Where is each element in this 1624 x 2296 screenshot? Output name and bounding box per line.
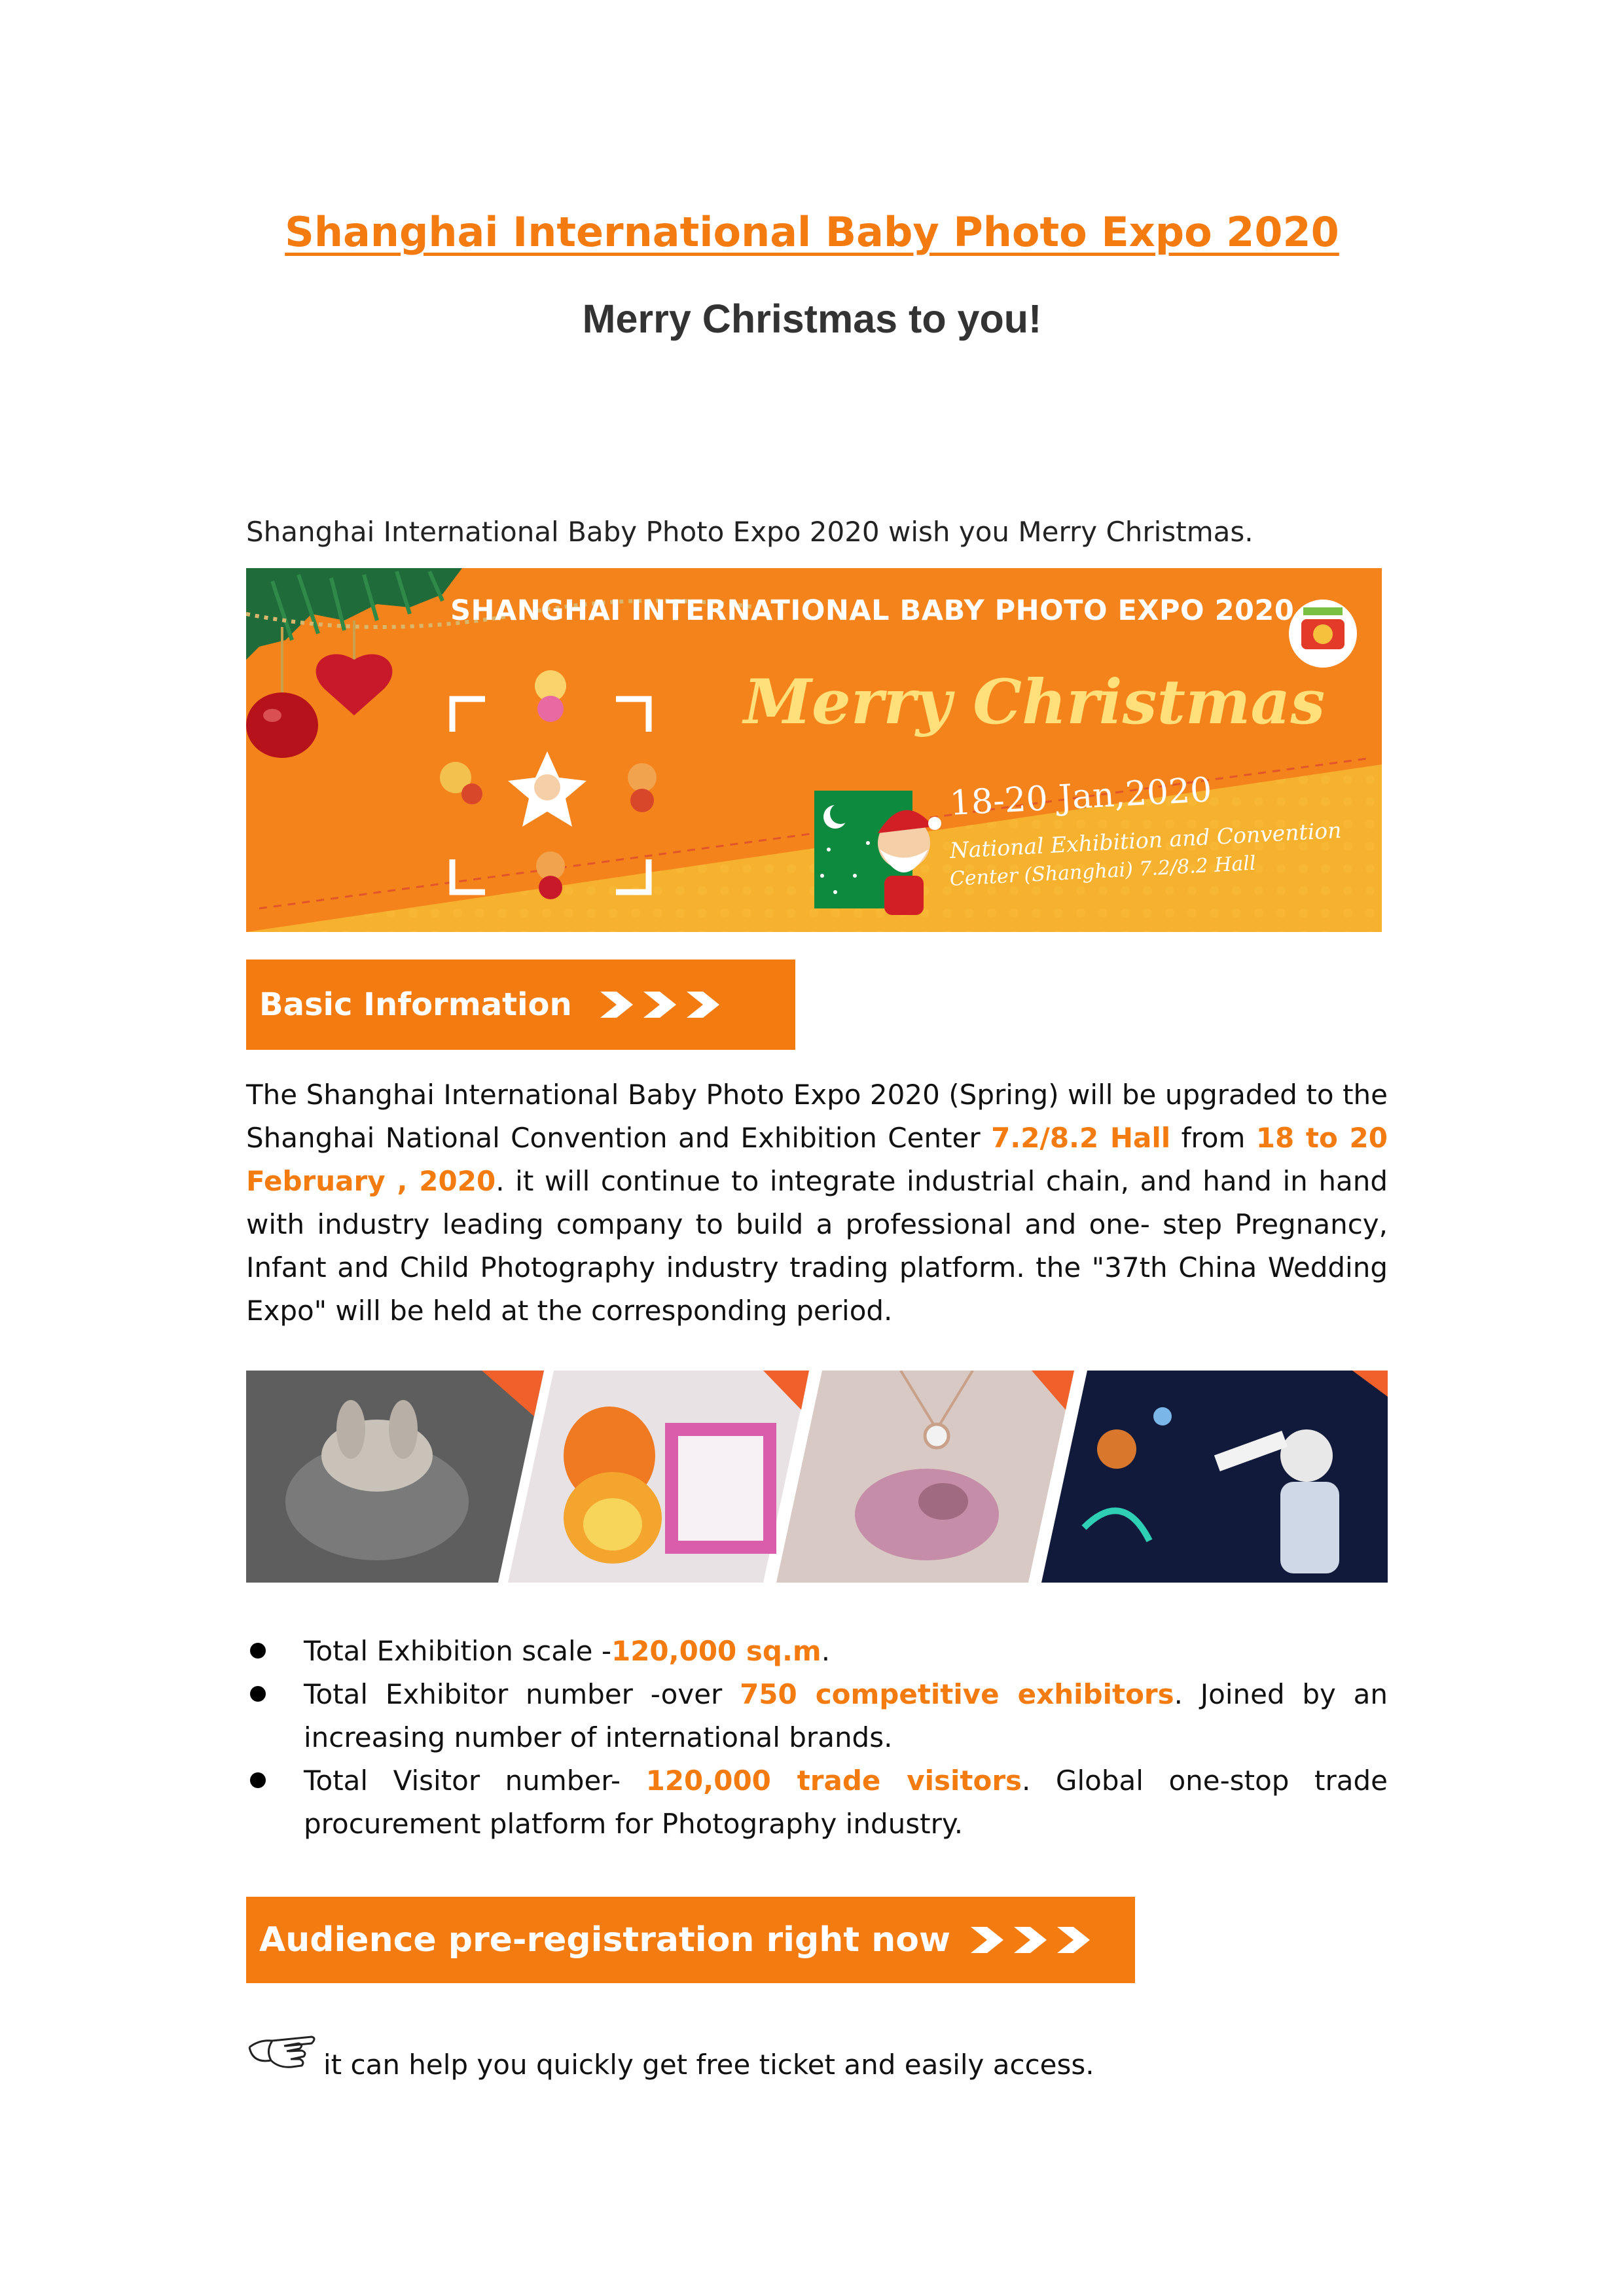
stat-label: Total Visitor number- <box>304 1765 646 1797</box>
basic-information-label: Basic Information <box>259 986 572 1023</box>
basic-information-paragraph <box>246 1073 1388 1333</box>
banner-greeting: Merry Christmas <box>744 666 1326 738</box>
stat-item <box>246 1630 1388 1673</box>
dates-highlight: 18 to 20 February , 2020 <box>246 1122 1388 1197</box>
registration-note-text: it can help you quickly get free ticket and easily access. <box>323 2049 1094 2081</box>
photo-plush-toy <box>508 1371 809 1583</box>
bullet-icon <box>250 1686 266 1702</box>
banner-heading: SHANGHAI INTERNATIONAL BABY PHOTO EXPO 2020 <box>450 594 1295 627</box>
stat-label: Total Exhibitor number -over <box>304 1678 740 1710</box>
triple-chevron-icon <box>967 1923 1093 1957</box>
para-text-2: from <box>1170 1122 1256 1154</box>
triple-chevron-icon <box>597 988 723 1021</box>
pre-registration-button[interactable] <box>246 1897 1135 1983</box>
banner-venue-line2: Center (Shanghai) 7.2/8.2 Hall <box>949 852 1257 891</box>
stat-highlight: 120,000 sq.m <box>611 1635 821 1667</box>
page-subtitle: Merry Christmas to you! <box>582 296 1042 341</box>
stat-suffix: . Global one-stop trade procurement platform for Photography industry. <box>304 1765 1388 1840</box>
banner-venue-line1: National Exhibition and Convention <box>948 817 1343 863</box>
pre-registration-label: Audience pre-registration right now <box>259 1920 950 1960</box>
para-text-3: . it will continue to integrate industrial chain, and hand in hand with industry leading company to build a professional and one- step Pregnancy, Infant and Child Photography industry trading platform. the "37th China Wedding Expo" will be held at the corresponding period. <box>246 1165 1388 1327</box>
stat-label: Total Exhibition scale - <box>304 1635 611 1667</box>
intro-text: Shanghai International Baby Photo Expo 2020 wish you Merry Christmas. <box>246 516 1254 548</box>
stats-list <box>246 1630 1388 1846</box>
photo-pig-necklace <box>776 1371 1074 1583</box>
bullet-icon <box>250 1643 266 1659</box>
para-text-1: The Shanghai International Baby Photo Expo 2020 (Spring) will be upgraded to the Shanghai National Convention and Exhibition Center <box>246 1079 1388 1154</box>
expo-logo-icon <box>1289 600 1357 668</box>
basic-information-header <box>246 960 795 1050</box>
stat-suffix: . Joined by an increasing number of international brands. <box>304 1678 1388 1753</box>
christmas-banner <box>246 568 1382 932</box>
page-title <box>0 208 1624 257</box>
stat-highlight: 120,000 trade visitors <box>645 1765 1022 1797</box>
photo-space-kid <box>1041 1371 1388 1583</box>
stat-item <box>246 1673 1388 1759</box>
title-text: Shanghai International Baby Photo Expo 2020 <box>285 208 1339 256</box>
banner-date: 18-20 Jan,2020 <box>948 770 1213 823</box>
bullet-icon <box>250 1772 266 1788</box>
stat-highlight: 750 competitive exhibitors <box>740 1678 1174 1710</box>
photo-newborn <box>246 1371 544 1583</box>
pointing-hand-icon <box>246 2028 318 2080</box>
stat-item <box>246 1759 1388 1846</box>
stat-suffix: . <box>821 1635 831 1667</box>
photo-strip <box>246 1371 1388 1583</box>
hall-highlight: 7.2/8.2 Hall <box>991 1122 1171 1154</box>
